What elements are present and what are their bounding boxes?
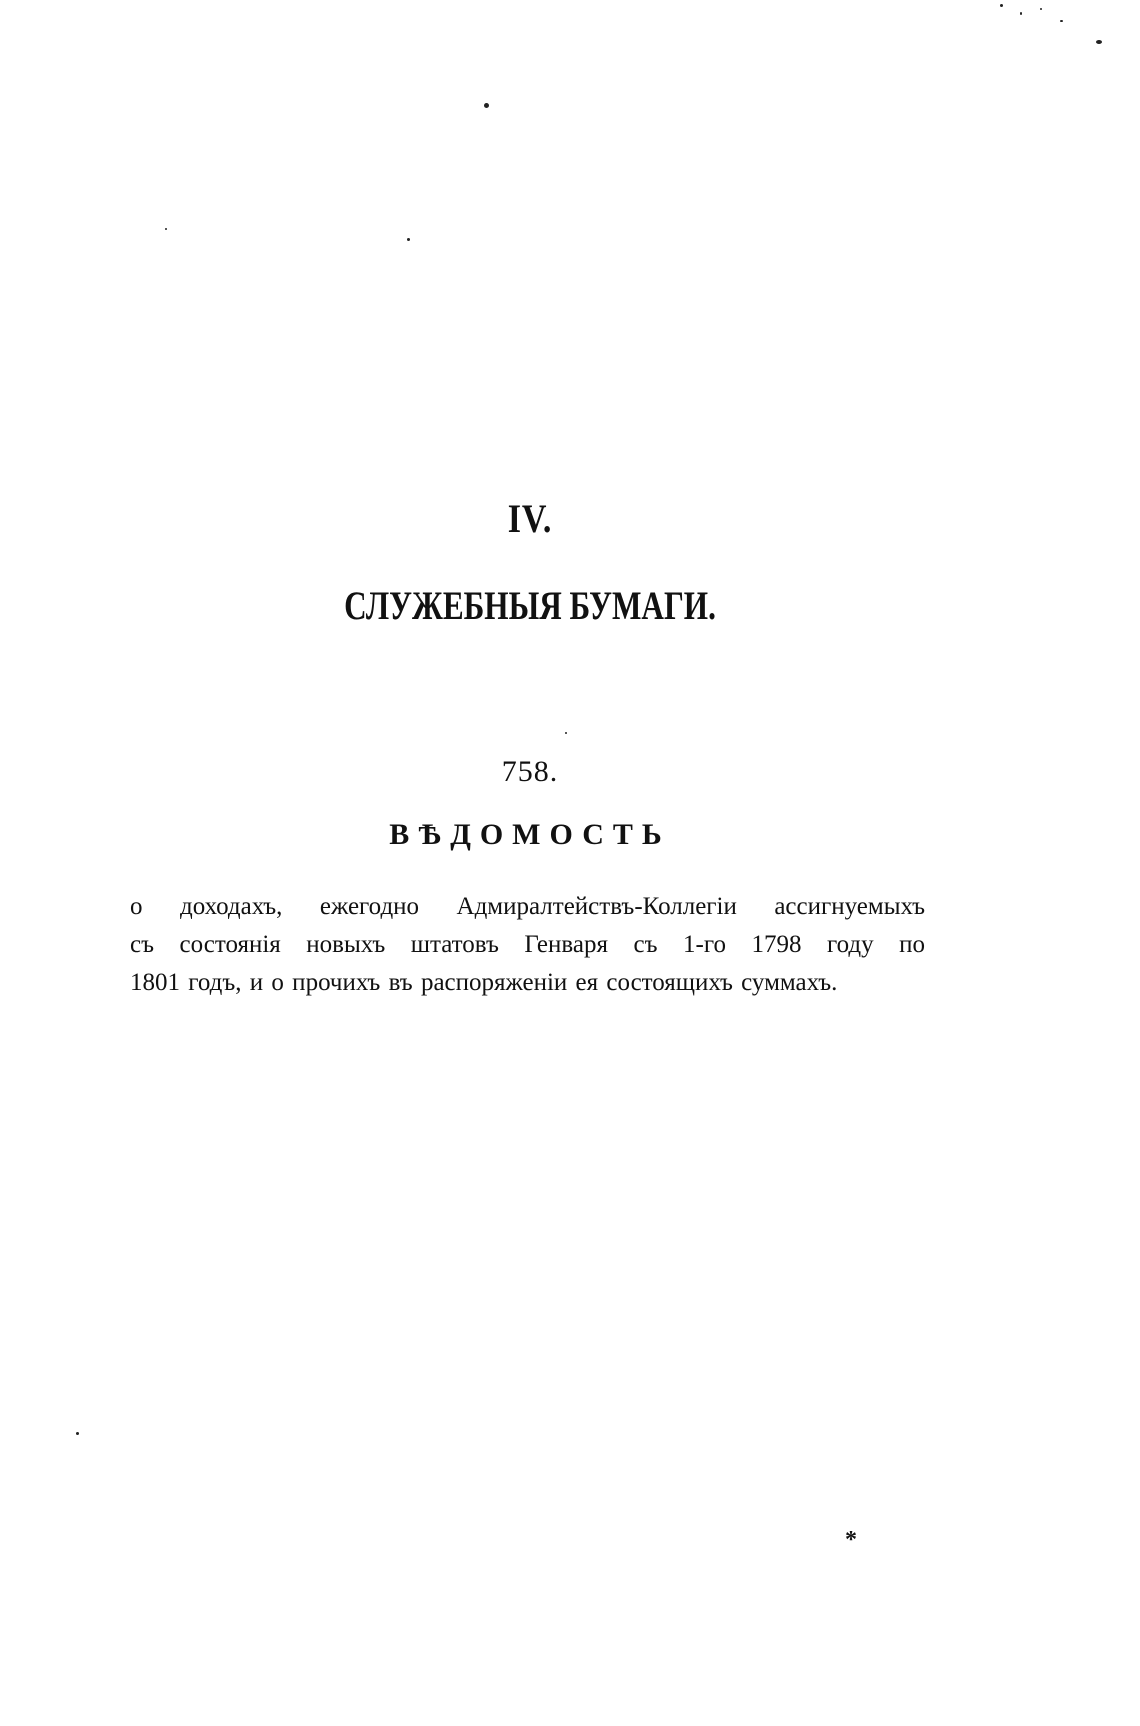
document-subtitle <box>130 888 925 1002</box>
scan-speck <box>165 228 167 230</box>
scan-speck <box>1040 8 1042 10</box>
section-numeral: IV. <box>507 496 553 541</box>
scan-speck <box>1096 40 1102 44</box>
subtitle-line: о доходахъ, ежегодно Адмиралтействъ-Коллегіи ассигнуемыхъ <box>130 893 925 920</box>
subtitle-line: 1801 годъ, и о прочихъ въ распоряженіи ея состоящихъ суммахъ. <box>130 969 838 996</box>
scan-speck <box>1020 12 1022 15</box>
asterisk-mark: * <box>845 1527 857 1553</box>
scan-speck <box>76 1432 79 1435</box>
section-title: СЛУЖЕБНЫЯ БУМАГИ. <box>344 583 716 628</box>
scan-speck <box>484 103 489 108</box>
document-heading: ВѢДОМОСТЬ <box>389 818 671 851</box>
scan-speck <box>1060 20 1063 22</box>
subtitle-line: съ состоянія новыхъ штатовъ Генваря съ 1-го 1798 году по <box>130 931 925 958</box>
scan-speck <box>1000 4 1003 7</box>
document-number: 758. <box>501 755 559 788</box>
scan-speck <box>565 732 567 734</box>
scan-speck <box>407 238 410 241</box>
